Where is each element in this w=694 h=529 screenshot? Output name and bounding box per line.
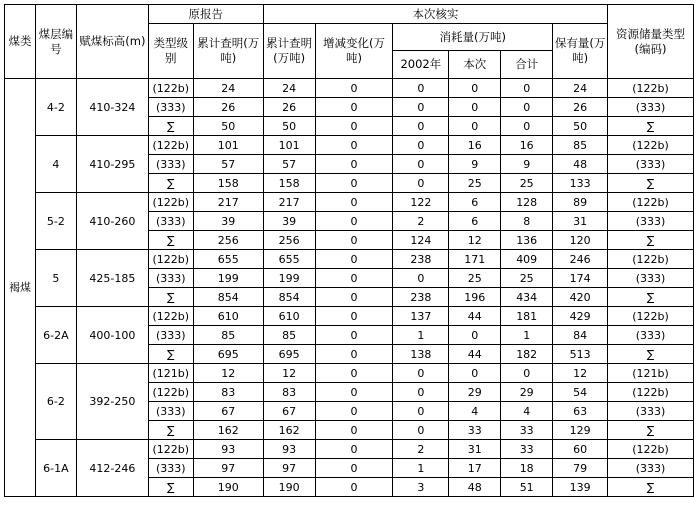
retained-cell: 429 [553, 307, 608, 326]
consumption-total-cell: 9 [501, 155, 553, 174]
seam-number-cell: 6-2A [35, 307, 76, 364]
consumption-this-time-cell: 0 [449, 117, 501, 136]
consumption-this-time-cell: 0 [449, 98, 501, 117]
current-cumulative-cell: 610 [263, 307, 315, 326]
consumption-this-time-cell: 44 [449, 307, 501, 326]
consumption-this-time-cell: 0 [449, 364, 501, 383]
seam-number-cell: 6-1A [35, 440, 76, 497]
consumption-total-cell: 25 [501, 174, 553, 193]
original-cumulative-cell: 101 [193, 136, 263, 155]
header-total: 合计 [501, 51, 553, 79]
retained-cell: 133 [553, 174, 608, 193]
resource-code-cell: (122b) [608, 79, 694, 98]
category-cell: ∑ [148, 174, 193, 193]
reserves-table [4, 4, 694, 497]
consumption-total-cell: 434 [501, 288, 553, 307]
consumption-2002-cell: 0 [393, 79, 449, 98]
original-cumulative-cell: 12 [193, 364, 263, 383]
change-cell: 0 [315, 250, 393, 269]
consumption-2002-cell: 0 [393, 117, 449, 136]
resource-code-cell: ∑ [608, 231, 694, 250]
consumption-total-cell: 33 [501, 421, 553, 440]
category-cell: ∑ [148, 478, 193, 497]
retained-cell: 31 [553, 212, 608, 231]
consumption-total-cell: 0 [501, 79, 553, 98]
current-cumulative-cell: 93 [263, 440, 315, 459]
change-cell: 0 [315, 117, 393, 136]
change-cell: 0 [315, 212, 393, 231]
consumption-total-cell: 25 [501, 269, 553, 288]
consumption-total-cell: 18 [501, 459, 553, 478]
consumption-total-cell: 182 [501, 345, 553, 364]
seam-number-cell: 5-2 [35, 193, 76, 250]
consumption-this-time-cell: 17 [449, 459, 501, 478]
consumption-total-cell: 136 [501, 231, 553, 250]
table-row [5, 364, 694, 383]
current-cumulative-cell: 854 [263, 288, 315, 307]
retained-cell: 139 [553, 478, 608, 497]
resource-code-cell: ∑ [608, 478, 694, 497]
resource-code-cell: ∑ [608, 174, 694, 193]
table-row [5, 79, 694, 98]
category-cell: ∑ [148, 117, 193, 136]
category-cell: (122b) [148, 193, 193, 212]
current-cumulative-cell: 695 [263, 345, 315, 364]
table-row [5, 193, 694, 212]
consumption-this-time-cell: 6 [449, 193, 501, 212]
consumption-2002-cell: 0 [393, 421, 449, 440]
category-cell: (333) [148, 212, 193, 231]
change-cell: 0 [315, 136, 393, 155]
consumption-this-time-cell: 29 [449, 383, 501, 402]
consumption-2002-cell: 0 [393, 364, 449, 383]
change-cell: 0 [315, 307, 393, 326]
header-this-time: 本次 [449, 51, 501, 79]
retained-cell: 48 [553, 155, 608, 174]
original-cumulative-cell: 158 [193, 174, 263, 193]
header-elevation: 赋煤标高(m) [76, 5, 148, 79]
original-cumulative-cell: 610 [193, 307, 263, 326]
retained-cell: 89 [553, 193, 608, 212]
consumption-2002-cell: 0 [393, 269, 449, 288]
consumption-this-time-cell: 16 [449, 136, 501, 155]
current-cumulative-cell: 26 [263, 98, 315, 117]
header-consumption: 消耗量(万吨) [393, 24, 553, 51]
consumption-2002-cell: 0 [393, 402, 449, 421]
resource-code-cell: (122b) [608, 307, 694, 326]
original-cumulative-cell: 97 [193, 459, 263, 478]
table-row [5, 307, 694, 326]
consumption-2002-cell: 238 [393, 288, 449, 307]
header-original-report: 原报告 [148, 5, 263, 24]
retained-cell: 12 [553, 364, 608, 383]
resource-code-cell: (121b) [608, 364, 694, 383]
current-cumulative-cell: 12 [263, 364, 315, 383]
consumption-2002-cell: 238 [393, 250, 449, 269]
resource-code-cell: ∑ [608, 288, 694, 307]
consumption-2002-cell: 3 [393, 478, 449, 497]
category-cell: ∑ [148, 288, 193, 307]
change-cell: 0 [315, 345, 393, 364]
retained-cell: 60 [553, 440, 608, 459]
category-cell: ∑ [148, 231, 193, 250]
change-cell: 0 [315, 79, 393, 98]
header-cumulative-original: 累计查明(万吨) [193, 24, 263, 79]
seam-number-cell: 6-2 [35, 364, 76, 440]
consumption-2002-cell: 2 [393, 212, 449, 231]
category-cell: (122b) [148, 307, 193, 326]
category-cell: (122b) [148, 383, 193, 402]
change-cell: 0 [315, 421, 393, 440]
consumption-this-time-cell: 171 [449, 250, 501, 269]
original-cumulative-cell: 655 [193, 250, 263, 269]
consumption-total-cell: 51 [501, 478, 553, 497]
header-category: 类型级别 [148, 24, 193, 79]
original-cumulative-cell: 854 [193, 288, 263, 307]
current-cumulative-cell: 24 [263, 79, 315, 98]
elevation-cell: 410-260 [76, 193, 148, 250]
elevation-cell: 410-324 [76, 79, 148, 136]
category-cell: (122b) [148, 250, 193, 269]
header-cumulative-current: 累计查明(万吨) [263, 24, 315, 79]
current-cumulative-cell: 67 [263, 402, 315, 421]
consumption-2002-cell: 124 [393, 231, 449, 250]
resource-code-cell: (333) [608, 98, 694, 117]
consumption-this-time-cell: 44 [449, 345, 501, 364]
consumption-this-time-cell: 0 [449, 326, 501, 345]
elevation-cell: 425-185 [76, 250, 148, 307]
resource-code-cell: (333) [608, 326, 694, 345]
consumption-2002-cell: 0 [393, 174, 449, 193]
original-cumulative-cell: 26 [193, 98, 263, 117]
table-row [5, 440, 694, 459]
consumption-2002-cell: 1 [393, 326, 449, 345]
retained-cell: 84 [553, 326, 608, 345]
resource-code-cell: ∑ [608, 117, 694, 136]
resource-code-cell: (122b) [608, 193, 694, 212]
consumption-this-time-cell: 4 [449, 402, 501, 421]
resource-code-cell: (122b) [608, 440, 694, 459]
retained-cell: 63 [553, 402, 608, 421]
change-cell: 0 [315, 174, 393, 193]
consumption-this-time-cell: 31 [449, 440, 501, 459]
elevation-cell: 410-295 [76, 136, 148, 193]
current-cumulative-cell: 256 [263, 231, 315, 250]
resource-code-cell: ∑ [608, 345, 694, 364]
original-cumulative-cell: 695 [193, 345, 263, 364]
elevation-cell: 400-100 [76, 307, 148, 364]
consumption-total-cell: 181 [501, 307, 553, 326]
current-cumulative-cell: 162 [263, 421, 315, 440]
original-cumulative-cell: 162 [193, 421, 263, 440]
consumption-2002-cell: 2 [393, 440, 449, 459]
current-cumulative-cell: 83 [263, 383, 315, 402]
resource-code-cell: (333) [608, 155, 694, 174]
original-cumulative-cell: 190 [193, 478, 263, 497]
consumption-this-time-cell: 6 [449, 212, 501, 231]
consumption-total-cell: 0 [501, 117, 553, 136]
consumption-total-cell: 1 [501, 326, 553, 345]
change-cell: 0 [315, 155, 393, 174]
consumption-this-time-cell: 48 [449, 478, 501, 497]
retained-cell: 174 [553, 269, 608, 288]
header-row-1 [5, 5, 694, 24]
current-cumulative-cell: 57 [263, 155, 315, 174]
consumption-2002-cell: 0 [393, 383, 449, 402]
category-cell: (333) [148, 326, 193, 345]
change-cell: 0 [315, 231, 393, 250]
current-cumulative-cell: 655 [263, 250, 315, 269]
category-cell: (333) [148, 269, 193, 288]
retained-cell: 26 [553, 98, 608, 117]
header-current-check: 本次核实 [263, 5, 607, 24]
retained-cell: 85 [553, 136, 608, 155]
change-cell: 0 [315, 98, 393, 117]
category-cell: ∑ [148, 345, 193, 364]
change-cell: 0 [315, 402, 393, 421]
current-cumulative-cell: 39 [263, 212, 315, 231]
consumption-total-cell: 0 [501, 98, 553, 117]
current-cumulative-cell: 97 [263, 459, 315, 478]
original-cumulative-cell: 199 [193, 269, 263, 288]
change-cell: 0 [315, 459, 393, 478]
table-row [5, 250, 694, 269]
consumption-this-time-cell: 12 [449, 231, 501, 250]
retained-cell: 129 [553, 421, 608, 440]
coal-type-cell: 褐煤 [5, 79, 36, 497]
current-cumulative-cell: 85 [263, 326, 315, 345]
change-cell: 0 [315, 288, 393, 307]
original-cumulative-cell: 24 [193, 79, 263, 98]
consumption-2002-cell: 137 [393, 307, 449, 326]
table-body [5, 5, 694, 497]
consumption-2002-cell: 0 [393, 155, 449, 174]
elevation-cell: 412-246 [76, 440, 148, 497]
change-cell: 0 [315, 193, 393, 212]
consumption-2002-cell: 0 [393, 98, 449, 117]
consumption-total-cell: 33 [501, 440, 553, 459]
original-cumulative-cell: 93 [193, 440, 263, 459]
seam-number-cell: 4 [35, 136, 76, 193]
retained-cell: 54 [553, 383, 608, 402]
category-cell: (333) [148, 459, 193, 478]
resource-code-cell: (122b) [608, 250, 694, 269]
resource-code-cell: (122b) [608, 136, 694, 155]
header-resource-type: 资源储量类型(编码) [608, 5, 694, 79]
resource-code-cell: (333) [608, 269, 694, 288]
category-cell: (121b) [148, 364, 193, 383]
category-cell: ∑ [148, 421, 193, 440]
original-cumulative-cell: 50 [193, 117, 263, 136]
change-cell: 0 [315, 478, 393, 497]
consumption-total-cell: 0 [501, 364, 553, 383]
original-cumulative-cell: 217 [193, 193, 263, 212]
consumption-total-cell: 8 [501, 212, 553, 231]
current-cumulative-cell: 217 [263, 193, 315, 212]
header-retained: 保有量(万吨) [553, 24, 608, 79]
category-cell: (122b) [148, 440, 193, 459]
change-cell: 0 [315, 364, 393, 383]
resource-code-cell: (333) [608, 402, 694, 421]
table-row [5, 136, 694, 155]
current-cumulative-cell: 101 [263, 136, 315, 155]
original-cumulative-cell: 256 [193, 231, 263, 250]
current-cumulative-cell: 50 [263, 117, 315, 136]
resource-code-cell: (333) [608, 459, 694, 478]
header-year-2002: 2002年 [393, 51, 449, 79]
original-cumulative-cell: 57 [193, 155, 263, 174]
retained-cell: 246 [553, 250, 608, 269]
consumption-total-cell: 4 [501, 402, 553, 421]
seam-number-cell: 5 [35, 250, 76, 307]
header-coal-type: 煤类 [5, 5, 36, 79]
retained-cell: 513 [553, 345, 608, 364]
change-cell: 0 [315, 440, 393, 459]
seam-number-cell: 4-2 [35, 79, 76, 136]
original-cumulative-cell: 39 [193, 212, 263, 231]
change-cell: 0 [315, 326, 393, 345]
retained-cell: 420 [553, 288, 608, 307]
category-cell: (122b) [148, 79, 193, 98]
original-cumulative-cell: 67 [193, 402, 263, 421]
consumption-2002-cell: 0 [393, 136, 449, 155]
category-cell: (333) [148, 155, 193, 174]
consumption-this-time-cell: 0 [449, 79, 501, 98]
consumption-2002-cell: 1 [393, 459, 449, 478]
consumption-2002-cell: 138 [393, 345, 449, 364]
change-cell: 0 [315, 269, 393, 288]
consumption-total-cell: 128 [501, 193, 553, 212]
retained-cell: 120 [553, 231, 608, 250]
category-cell: (333) [148, 98, 193, 117]
header-seam-no: 煤层编号 [35, 5, 76, 79]
category-cell: (122b) [148, 136, 193, 155]
retained-cell: 79 [553, 459, 608, 478]
consumption-2002-cell: 122 [393, 193, 449, 212]
header-change: 增减变化(万吨) [315, 24, 393, 79]
elevation-cell: 392-250 [76, 364, 148, 440]
consumption-this-time-cell: 9 [449, 155, 501, 174]
current-cumulative-cell: 199 [263, 269, 315, 288]
original-cumulative-cell: 85 [193, 326, 263, 345]
consumption-this-time-cell: 33 [449, 421, 501, 440]
retained-cell: 50 [553, 117, 608, 136]
resource-code-cell: (333) [608, 212, 694, 231]
consumption-total-cell: 29 [501, 383, 553, 402]
current-cumulative-cell: 158 [263, 174, 315, 193]
consumption-this-time-cell: 25 [449, 174, 501, 193]
consumption-total-cell: 409 [501, 250, 553, 269]
resource-code-cell: (122b) [608, 383, 694, 402]
current-cumulative-cell: 190 [263, 478, 315, 497]
resource-code-cell: ∑ [608, 421, 694, 440]
change-cell: 0 [315, 383, 393, 402]
consumption-total-cell: 16 [501, 136, 553, 155]
category-cell: (333) [148, 402, 193, 421]
retained-cell: 24 [553, 79, 608, 98]
consumption-this-time-cell: 25 [449, 269, 501, 288]
consumption-this-time-cell: 196 [449, 288, 501, 307]
original-cumulative-cell: 83 [193, 383, 263, 402]
